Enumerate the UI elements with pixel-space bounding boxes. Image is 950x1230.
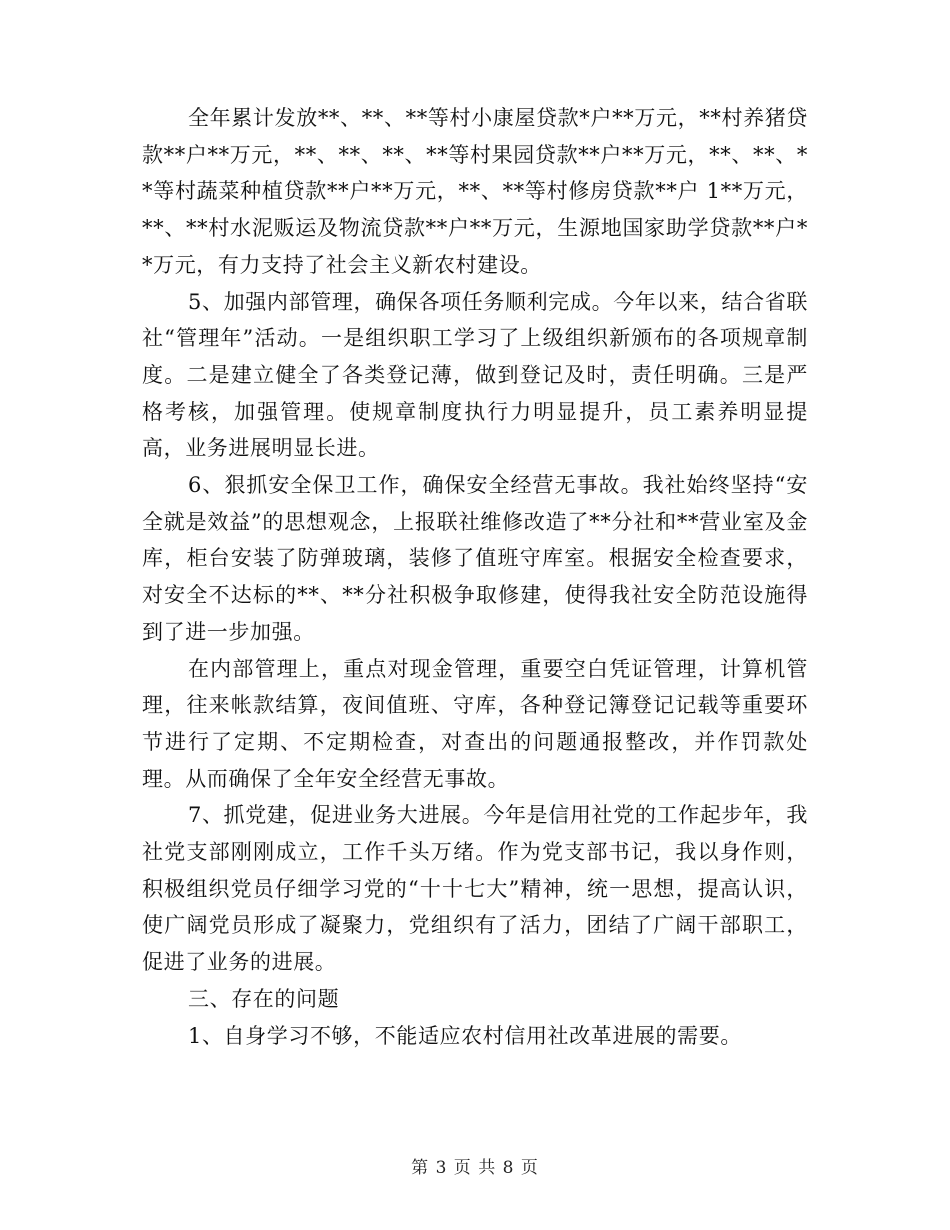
document-body: [142, 100, 808, 1054]
paragraph-internal-management: 5、加强内部管理，确保各项任务顺利完成。今年以来，结合省联社“管理年”活动。一是组织职工学习了上级组织新颁布的各项规章制度。二是建立健全了各类登记薄，做到登记及时，责任明确。三是严格考核，加强管理。使规章制度执行力明显提升，员工素养明显提高，业务进展明显长进。: [142, 289, 808, 461]
paragraph-security: 6、狠抓安全保卫工作，确保安全经营无事故。我社始终坚持“安全就是效益”的思想观念，上报联社维修改造了**分社和**营业室及金库，柜台安装了防弹玻璃，装修了值班守库室。根据安全检查要求，对安全不达标的**、**分社积极争取修建，使得我社安全防范设施得到了进一步加强。: [142, 473, 808, 644]
page-number-label: 第 3 页 共 8 页: [411, 1158, 539, 1178]
paragraph-inspection: 在内部管理上，重点对现金管理，重要空白凭证管理，计算机管理，往来帐款结算，夜间值班、守库，各种登记簿登记记载等重要环节进行了定期、不定期检查，对查出的问题通报整改，并作罚款处理。从而确保了全年安全经营无事故。: [142, 656, 808, 791]
page-footer: [0, 1153, 950, 1178]
paragraph-problem-1: 1、自身学习不够，不能适应农村信用社改革进展的需要。: [188, 1023, 742, 1048]
paragraph-party-building: 7、抓党建，促进业务大进展。今年是信用社党的工作起步年，我社党支部刚刚成立，工作千头万绪。作为党支部书记，我以身作则，积极组织党员仔细学习党的“十十七大”精神，统一思想，提高认识，使广阔党员形成了凝聚力，党组织有了活力，团结了广阔干部职工，促进了业务的进展。: [142, 803, 808, 975]
paragraph-loans: 全年累计发放**、**、**等村小康屋贷款*户**万元，**村养猪贷款**户**万元，**、**、**、**等村果园贷款**户**万元，**、**、**等村蔬菜种植贷款**户**万元，**、**等村修房贷款**户 1**万元，**、**村水泥贩运及物流贷款**户**万元，生源地国家助学贷款**户**万元，有力支持了社会主义新农村建设。: [142, 106, 808, 277]
section-heading-problems: 三、存在的问题: [188, 986, 340, 1011]
